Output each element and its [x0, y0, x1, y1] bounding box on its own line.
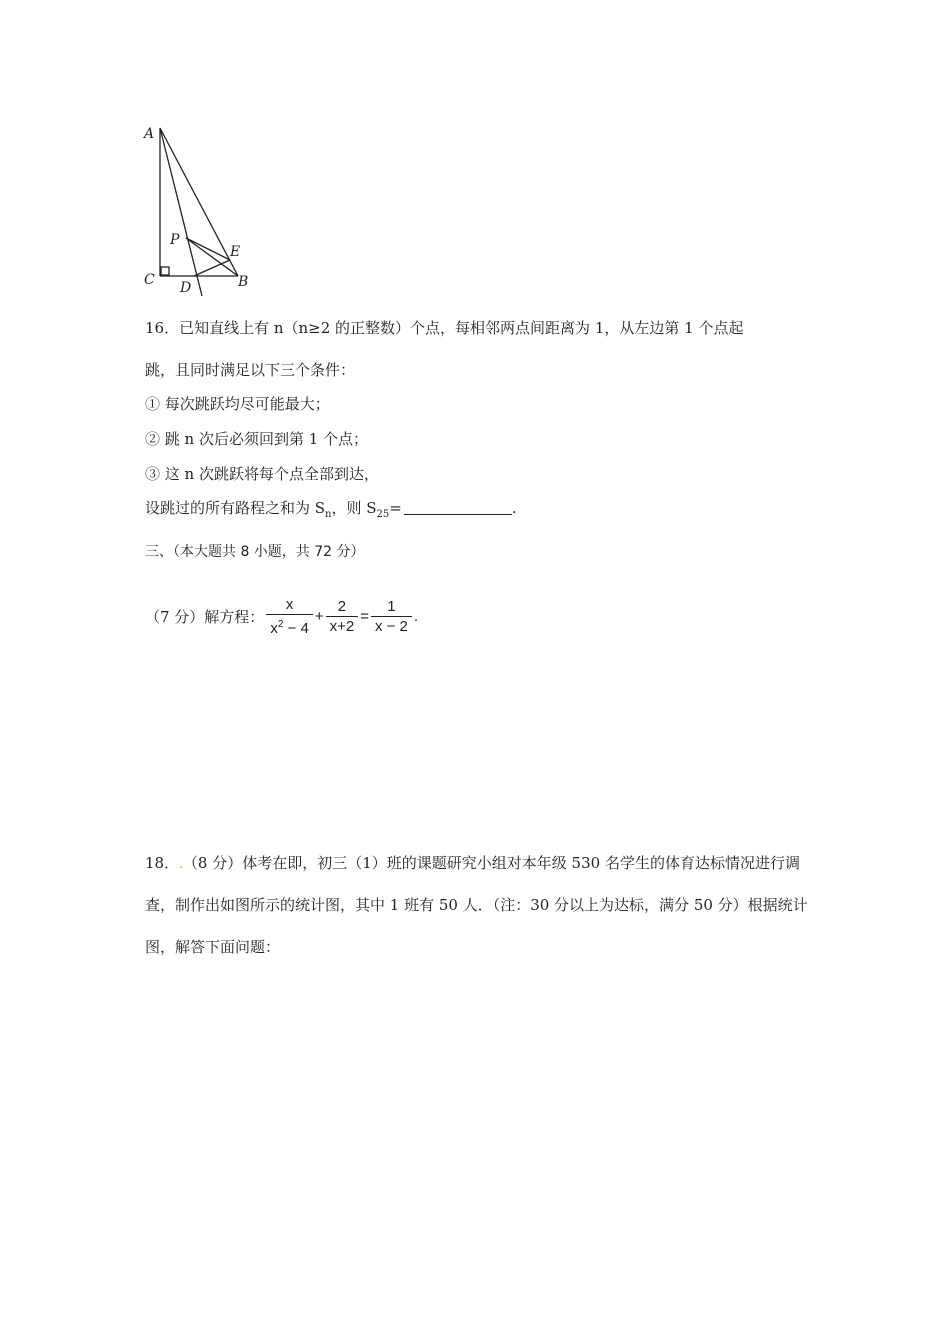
fraction-3-numerator: 1 [387, 597, 396, 615]
fraction-2-denominator: x+2 [326, 616, 359, 637]
plus-sign: + [314, 608, 324, 625]
fraction-2-numerator: 2 [337, 597, 347, 615]
label-d: D [180, 280, 192, 296]
fraction-1-denominator: $x^2 - 4$ [266, 614, 313, 639]
fraction-2 [326, 598, 359, 637]
q17-equation [145, 592, 418, 642]
equals-sign: = [360, 608, 369, 625]
label-e: E [230, 244, 241, 260]
q18-number: 18． [145, 854, 180, 872]
q16-line6-eq: = [389, 499, 402, 517]
fraction-1 [266, 596, 313, 639]
q16-line2: 跳，且同时满足以下三个条件： [145, 361, 356, 379]
q18-dot: . [179, 857, 183, 871]
label-a: A [144, 126, 155, 142]
fraction-1-numerator: x [285, 595, 294, 613]
q16-condition-2: ② 跳 n 次后必须回到第 1 个点； [145, 430, 369, 448]
q18-line1-text: （8 分）体考在即，初三（1）班的课题研究小组对本年级 530 名学生的体育达标情况进行调 [182, 854, 800, 872]
right-angle-mark [161, 267, 169, 275]
q18-line3: 图，解答下面问题： [145, 938, 281, 956]
q16-sub-n: n [325, 509, 332, 520]
q16-line6-end: . [511, 499, 517, 517]
fraction-3 [371, 598, 412, 637]
q16-condition-3: ③ 这 n 次跳跃将每个点全部到达， [145, 465, 379, 483]
q16-line6 [145, 498, 517, 525]
triangle-figure [140, 118, 260, 300]
segment-de [194, 260, 230, 276]
q16-sub-25: 25 [376, 509, 390, 520]
q16-line1: 16．已知直线上有 n（n≥2 的正整数）个点，每相邻两点间距离为 1，从左边第 1 个点起 [145, 319, 744, 337]
label-c: C [144, 272, 155, 288]
section3-heading: 三、（本大题共 8 小题，共 72 分） [145, 544, 365, 560]
fraction-3-denominator: x − 2 [371, 616, 412, 637]
q16-line6-prefix: 设跳过的所有路程之和为 S [145, 499, 326, 517]
period: . [413, 608, 419, 625]
q16-answer-blank[interactable] [404, 500, 512, 515]
q16-line6-mid: ，则 S [331, 499, 377, 517]
segment-ad [160, 128, 202, 296]
q18-line2: 查，制作出如图所示的统计图，其中 1 班有 50 人．（注：30 分以上为达标，满分 50 分）根据统计 [145, 896, 808, 914]
q18-line1 [145, 853, 800, 874]
segment-ab [160, 128, 241, 276]
label-p: P [170, 232, 180, 248]
label-b: B [238, 274, 249, 290]
q16-condition-1: ① 每次跳跃均尽可能最大； [145, 395, 330, 413]
q17-prefix: （7 分）解方程： [145, 608, 265, 626]
